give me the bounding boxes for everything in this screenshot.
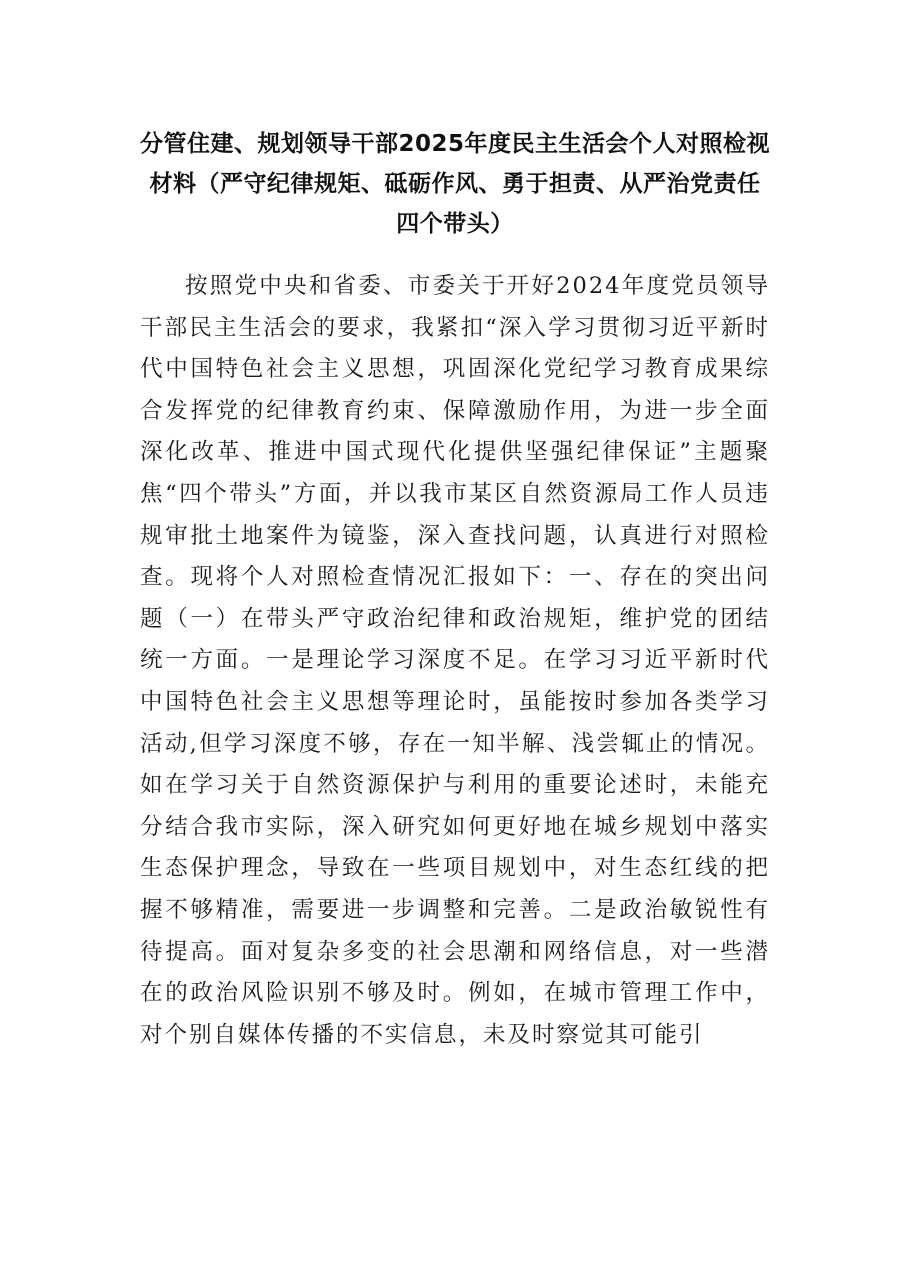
body-paragraph: 按照党中央和省委、市委关于开好2024年度党员领导干部民主生活会的要求，我紧扣“深入学习贯彻习近平新时代中国特色社会主义思想，巩固深化党纪学习教育成果综合发挥党的纪律教育约束、保障激励作用，为进一步全面深化改革、推进中国式现代化提供坚强纪律保证”主题聚焦“四个带头”方面，并以我市某区自然资源局工作人员违规审批土地案件为镜鉴，深入查找问题，认真进行对照检查。现将个人对照检查情况汇报如下：一、存在的突出问题（一）在带头严守政治纪律和政治规矩，维护党的团结统一方面。一是理论学习深度不足。在学习习近平新时代中国特色社会主义思想等理论时，虽能按时参加各类学习活动,但学习深度不够，存在一知半解、浅尝辄止的情况。如在学习关于自然资源保护与利用的重要论述时，未能充分结合我市实际，深入研究如何更好地在城乡规划中落实生态保护理念，导致在一些项目规划中，对生态红线的把握不够精准，需要进一步调整和完善。二是政治敏锐性有待提高。面对复杂多变的社会思潮和网络信息，对一些潜在的政治风险识别不够及时。例如，在城市管理工作中，对个别自媒体传播的不实信息，未及时察觉其可能引 bbox=[140, 273, 770, 1048]
document-title: 分管住建、规划领导干部2025年度民主生活会个人对照检视材料（严守纪律规矩、砥砺作风、勇于担责、从严治党责任四个带头） bbox=[140, 131, 771, 237]
